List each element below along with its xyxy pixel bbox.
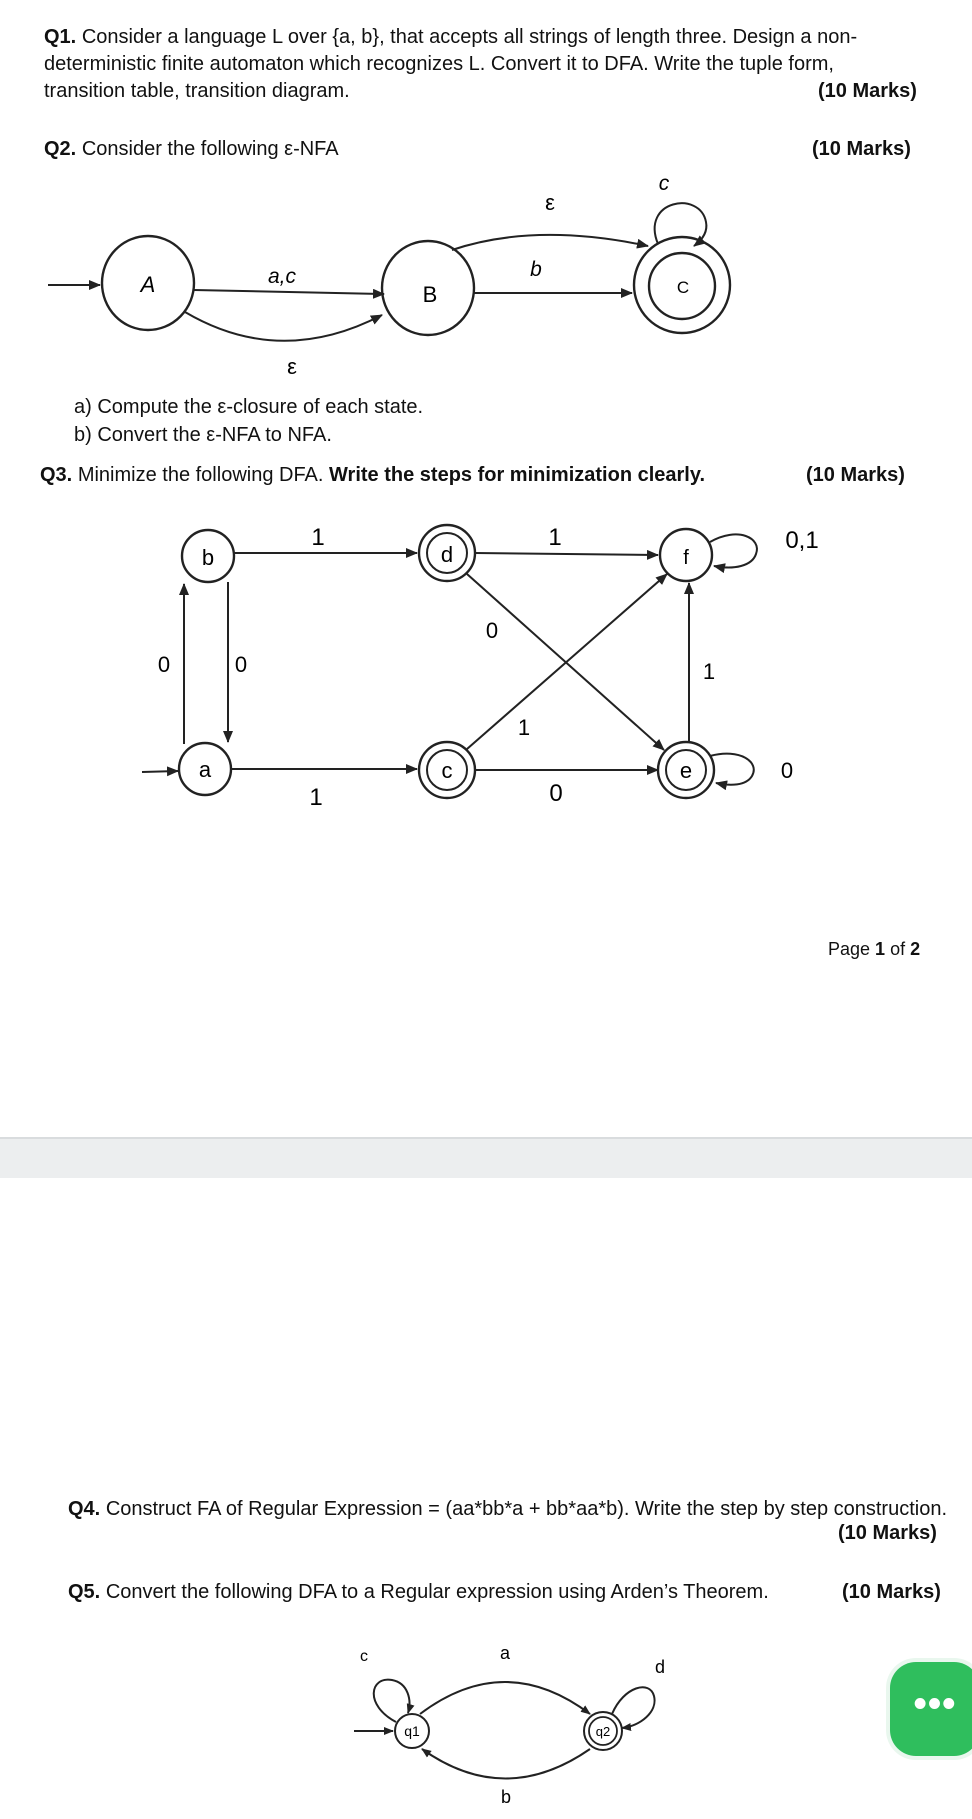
q3-marks: (10 Marks): [806, 464, 905, 486]
q5-dfa-diagram: [0, 1630, 972, 1819]
q1-text-3: transition table, transition diagram.: [44, 80, 350, 102]
q2-text: Consider the following ε-NFA: [81, 138, 339, 160]
svg-text:q2: q2: [595, 1724, 611, 1739]
svg-text:d: d: [440, 542, 454, 567]
page-footer: Page 1 of 2: [828, 939, 921, 959]
svg-text:f: f: [683, 547, 689, 569]
q5-marks: (10 Marks): [842, 1581, 941, 1603]
q5-edge-q1-q2: [420, 1682, 590, 1714]
q3-edge-e-loop: [710, 754, 754, 785]
q3-label-f-loop: 0,1: [785, 527, 819, 554]
q2-part-a: a) Compute the ε-closure of each state.: [74, 396, 424, 418]
q5-label-c: c: [360, 1648, 368, 1665]
q3-label-e-loop: 0: [780, 758, 794, 783]
q3-label-b-a: 0: [234, 652, 248, 677]
more-dots-icon: •••: [913, 1683, 957, 1725]
q2-part-b: b) Convert the ε-NFA to NFA.: [74, 424, 332, 446]
q2-line: [44, 136, 339, 162]
q5-label-b: b: [500, 1787, 512, 1807]
q3-edge-d-f: [475, 553, 658, 555]
q2-state-c: [634, 237, 730, 333]
q2-enfa-diagram: [0, 160, 972, 390]
q3-state-a: [179, 743, 231, 795]
q2-label-ac: a,c: [267, 265, 297, 288]
q1-line-1: [44, 24, 857, 50]
q2-edge-a-b-ac: [194, 290, 384, 294]
q1-text-1: Consider a language L over {a, b}, that accepts all strings of length three. Design a non-: [81, 26, 858, 48]
q3-state-f: [660, 529, 712, 581]
q3-state-c: [419, 742, 475, 798]
q3-label-b-d: 1: [311, 524, 325, 551]
more-options-button[interactable]: [890, 1662, 972, 1756]
q3-label-d-e: 0: [485, 618, 499, 643]
q5-line: [68, 1579, 769, 1605]
q3-text-bold: Write the steps for minimization clearly.: [329, 464, 706, 486]
q2-label-b: b: [530, 258, 542, 281]
q5-label-d: d: [654, 1657, 666, 1677]
q2-label-c: c: [658, 172, 670, 195]
svg-text:b: b: [201, 545, 215, 570]
q3-label-d-f: 1: [548, 524, 562, 551]
q2-label-eps-ab: ε: [287, 354, 297, 379]
page-current: 1: [875, 939, 886, 959]
q4-text: Construct FA of Regular Expression = (aa*bb*a + bb*aa*b). Write the step by step construction.: [105, 1498, 948, 1520]
q5-edge-q2-q1: [422, 1749, 590, 1779]
q3-dfa-diagram: [0, 500, 972, 830]
q2-label-eps-bc: ε: [545, 190, 555, 215]
q3-label-c-e: 0: [549, 780, 563, 807]
q2-edge-a-b-eps: [185, 312, 382, 341]
page-separator: [0, 1137, 972, 1180]
q2-label: Q2.: [44, 138, 77, 160]
q5-state-q1: [395, 1714, 429, 1748]
q3-label-a-b: 0: [157, 652, 171, 677]
q3-label: Q3.: [40, 464, 73, 486]
q1-label: Q1.: [44, 26, 77, 48]
svg-text:a: a: [198, 757, 212, 782]
q2-state-b: [382, 241, 474, 335]
page-total: 2: [910, 939, 921, 959]
q5-state-q2: [584, 1712, 622, 1750]
q3-state-d: [419, 525, 475, 581]
q4-label: Q4.: [68, 1498, 101, 1520]
q1-text-2: deterministic finite automaton which recognizes L. Convert it to DFA. Write the tuple form,: [44, 53, 834, 75]
svg-text:A: A: [140, 272, 156, 297]
q5-label-a: a: [499, 1643, 511, 1663]
q3-label-e-f: 1: [702, 659, 716, 684]
q3-state-b: [182, 530, 234, 582]
svg-text:C: C: [676, 278, 690, 297]
q5-label: Q5.: [68, 1581, 101, 1603]
q4-marks: (10 Marks): [838, 1522, 937, 1544]
q3-label-a-c: 1: [309, 784, 323, 811]
svg-text:e: e: [679, 758, 693, 783]
svg-text:B: B: [422, 282, 438, 307]
q3-line: [40, 462, 705, 488]
q5-text: Convert the following DFA to a Regular expression using Arden’s Theorem.: [105, 1581, 769, 1603]
q3-start-arrow: [142, 771, 178, 772]
q4-paragraph: [68, 1496, 948, 1523]
q1-marks: (10 Marks): [818, 80, 917, 102]
q3-label-c-f: 1: [517, 715, 531, 740]
q2-state-a: [102, 236, 194, 330]
q2-edge-b-c-eps: [452, 235, 648, 250]
q2-marks: (10 Marks): [812, 138, 911, 160]
q3-state-e: [658, 742, 714, 798]
q5-edge-q2-loop: [612, 1687, 655, 1728]
q3-edge-f-loop: [710, 534, 757, 567]
q3-text: Minimize the following DFA.: [77, 464, 324, 486]
svg-text:q1: q1: [404, 1723, 420, 1739]
svg-text:c: c: [441, 758, 453, 783]
